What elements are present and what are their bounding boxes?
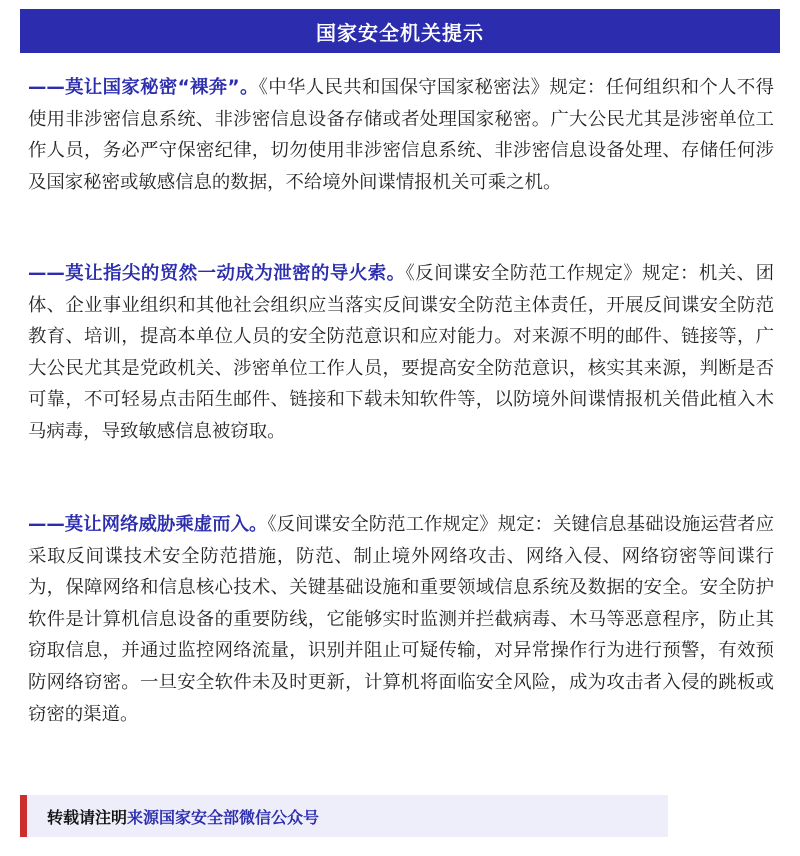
section-body-3: 《反间谍安全防范工作规定》规定：关键信息基础设施运营者应采取反间谍技术安全防范措施，防范、制止境外网络攻击、网络入侵、网络窃密等间谍行为，保障网络和信息核心技术、关键基础设施和重要领域信息系统及数据的安全。安全防护软件是计算机信息设备的重要防线，它能够实时监测并拦截病毒、木马等恶意程序，防止其窃取信息，并通过监控网络流量，识别并阻止可疑传输，对异常操作行为进行预警，有效预防网络窃密。一旦安全软件未及时更新，计算机将面临安全风险，成为攻击者入侵的跳板或窃密的渠道。 xyxy=(28,514,774,725)
section-paragraph-2 xyxy=(28,258,774,448)
section-body-2: 《反间谍安全防范工作规定》规定：机关、团体、企业事业组织和其他社会组织应当落实反间谍安全防范主体责任，开展反间谍安全防范教育、培训，提高本单位人员的安全防范意识和应对能力。对来源不明的邮件、链接等，广大公民尤其是党政机关、涉密单位工作人员，要提高安全防范意识，核实其来源，判断是否可靠，不可轻易点击陌生邮件、链接和下载未知软件等，以防境外间谍情报机关借此植入木马病毒，导致敏感信息被窃取。 xyxy=(28,263,774,442)
section-body-1: 《中华人民共和国保守国家秘密法》规定：任何组织和个人不得使用非涉密信息系统、非涉密信息设备存储或者处理国家秘密。广大公民尤其是涉密单位工作人员，务必严守保密纪律，切勿使用非涉密信息系统、非涉密信息设备处理、存储任何涉及国家秘密或敏感信息的数据，不给境外间谍情报机关可乘之机。 xyxy=(28,77,774,193)
page-title: 国家安全机关提示 xyxy=(316,20,484,45)
source-footer xyxy=(20,795,668,837)
footer-prefix: 转载请注明 xyxy=(47,807,128,827)
section-lead-3: ——莫让网络威胁乘虚而入。 xyxy=(28,514,268,535)
section-paragraph-1 xyxy=(28,72,774,198)
section-lead-1: ——莫让国家秘密“裸奔”。 xyxy=(28,77,259,98)
section-lead-2: ——莫让指尖的贸然一动成为泄密的导火索。 xyxy=(28,263,406,284)
footer-text xyxy=(47,805,319,828)
section-paragraph-3 xyxy=(28,509,774,730)
footer-source: 来源国家安全部微信公众号 xyxy=(127,807,320,827)
footer-accent-bar xyxy=(20,795,27,837)
title-banner xyxy=(20,9,780,53)
